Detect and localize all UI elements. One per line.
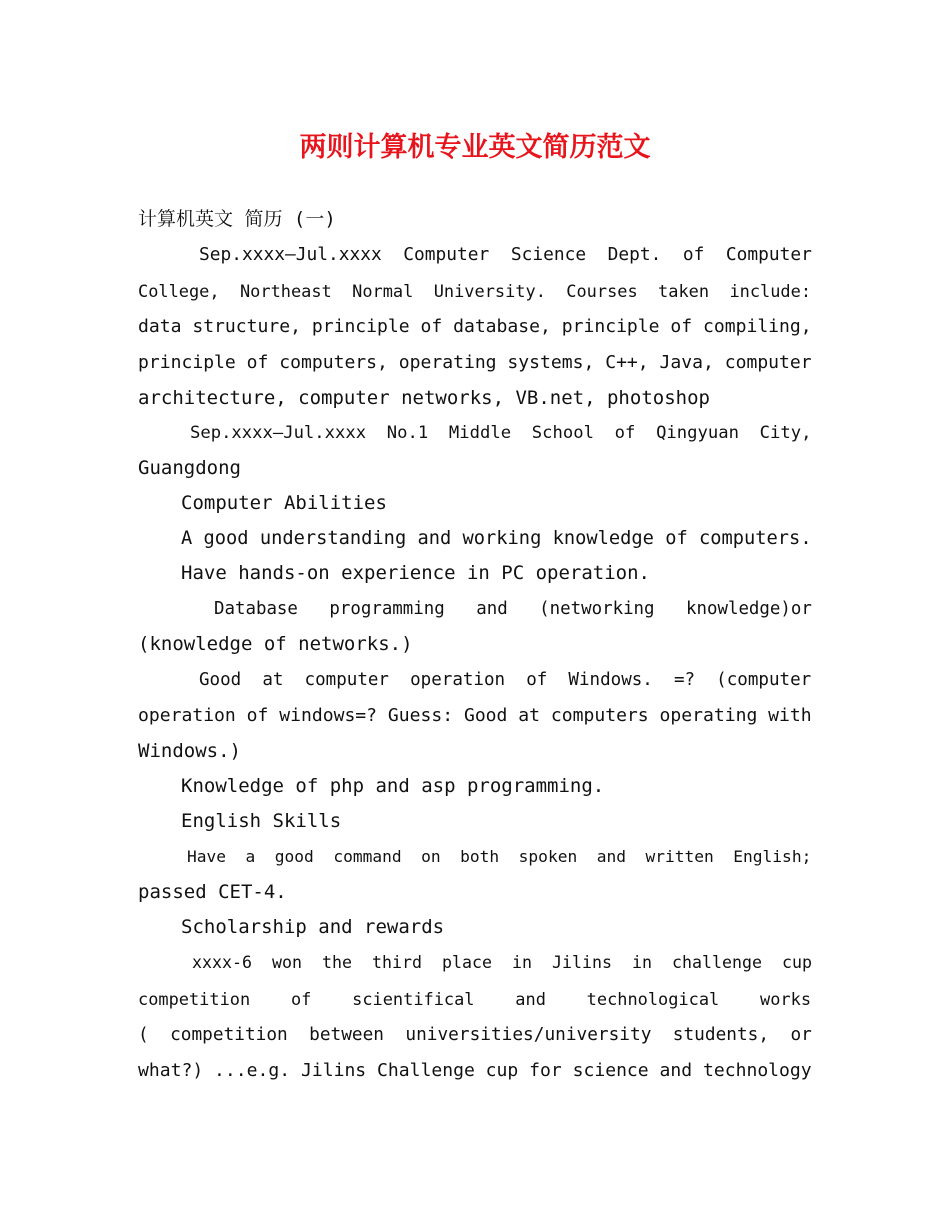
education-college-line: principle of computers, operating systems, C++, Java, computer xyxy=(138,352,812,373)
ability-item: (knowledge of networks.) xyxy=(138,633,413,655)
education-college-line: architecture, computer networks, VB.net, photoshop xyxy=(138,387,710,409)
education-college-line: Sep.xxxx—Jul.xxxx Computer Science Dept. of Computer xyxy=(199,244,812,265)
scholarship-heading: Scholarship and rewards xyxy=(181,916,445,938)
ability-item: Knowledge of php and asp programming. xyxy=(181,775,605,797)
education-college-line: data structure, principle of database, principle of compiling, xyxy=(138,316,812,337)
education-college-line: College, Northeast Normal University. Courses taken include: xyxy=(138,281,812,301)
english-skills-line: passed CET-4. xyxy=(138,881,287,903)
ability-item: operation of windows=? Guess: Good at computers operating with xyxy=(138,705,812,726)
computer-abilities-heading: Computer Abilities xyxy=(181,492,387,514)
section-heading: 计算机英文 简历 (一) xyxy=(138,208,336,230)
education-school-line: Sep.xxxx—Jul.xxxx No.1 Middle School of Qingyuan City, xyxy=(190,423,812,443)
scholarship-line: xxxx-6 won the third place in Jilins in challenge cup xyxy=(192,953,812,972)
scholarship-line: ( competition between universities/university students, or xyxy=(138,1025,812,1045)
education-school-line: Guangdong xyxy=(138,457,241,479)
ability-item: Database programming and (networking knowledge)or xyxy=(214,599,812,619)
scholarship-line: competition of scientifical and technological works xyxy=(138,989,812,1009)
scholarship-line: what?) ...e.g. Jilins Challenge cup for science and technology xyxy=(138,1060,812,1081)
ability-item: Windows.) xyxy=(138,740,241,762)
ability-item: Have hands-on experience in PC operation. xyxy=(181,562,650,584)
english-skills-line: Have a good command on both spoken and written English; xyxy=(187,847,812,866)
document-title: 两则计算机专业英文简历范文 xyxy=(299,132,651,163)
ability-item: Good at computer operation of Windows. =? (computer xyxy=(199,670,812,690)
ability-item: A good understanding and working knowledge of computers. xyxy=(181,528,812,549)
english-skills-heading: English Skills xyxy=(181,810,342,832)
document-body xyxy=(138,201,812,1089)
